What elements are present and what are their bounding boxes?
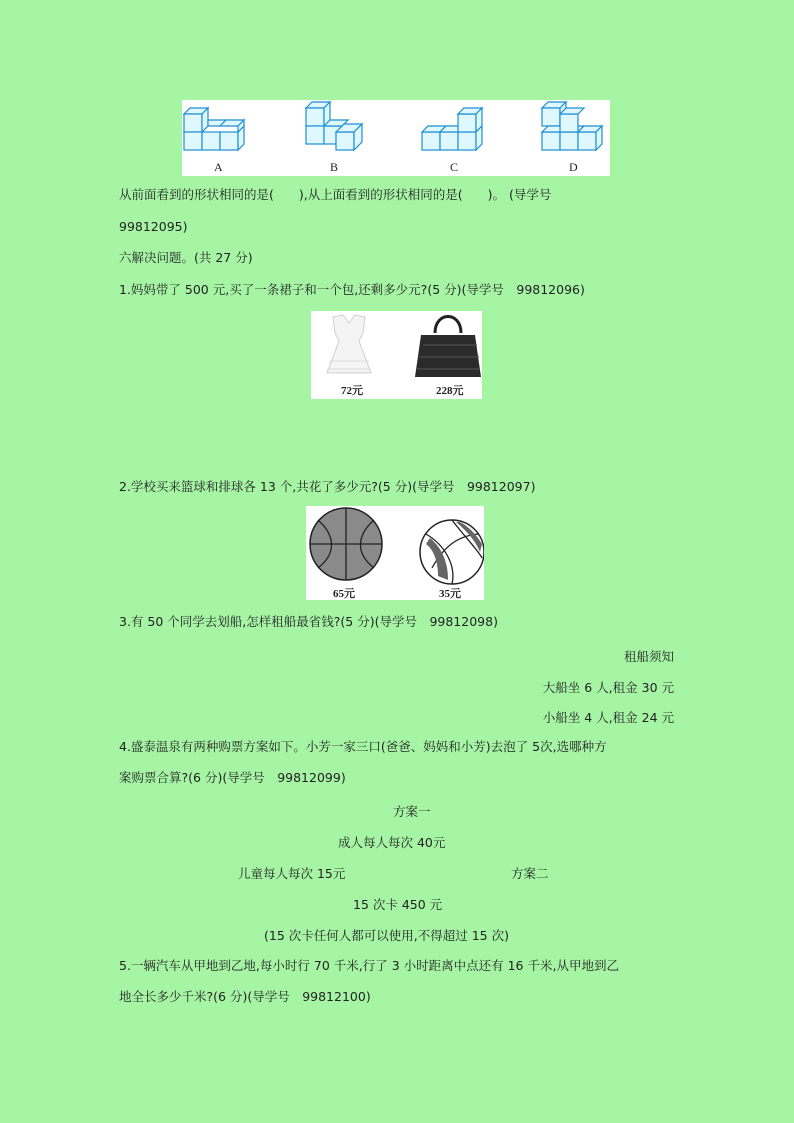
- volleyball-icon: [420, 520, 484, 584]
- question-3: 3.有 50 个同学去划船,怎样租船最省钱?(5 分)(导学号 99812098): [119, 614, 498, 629]
- shape-question: 从前面看到的形状相同的是( ),从上面看到的形状相同的是( )。 (导学号: [119, 187, 552, 202]
- plan-two-title: 方案二: [511, 866, 549, 881]
- cube-group-c: [422, 108, 482, 150]
- plan-two-card: 15 次卡 450 元: [353, 897, 443, 912]
- cube-group-b: [306, 102, 362, 150]
- handbag-icon: [415, 317, 481, 378]
- dress-bag-figure: [311, 311, 482, 399]
- volleyball-price: 35元: [439, 588, 461, 600]
- plan-two-note: (15 次卡任何人都可以使用,不得超过 15 次): [264, 928, 509, 943]
- cube-label-a: A: [214, 160, 223, 174]
- bag-price: 228元: [436, 385, 464, 397]
- plan-one-child: 儿童每人每次 15元: [238, 866, 346, 881]
- dress-icon: [327, 315, 371, 373]
- balls-figure: [306, 506, 484, 600]
- shape-question-number: 99812095): [119, 219, 188, 234]
- dress-price: 72元: [341, 385, 363, 397]
- section-heading: 六解决问题。(共 27 分): [119, 250, 253, 265]
- basketball-icon: [310, 508, 382, 580]
- cube-label-b: B: [330, 160, 339, 174]
- plan-one-title: 方案一: [393, 804, 431, 819]
- boat-small: 小船坐 4 人,租金 24 元: [542, 710, 674, 725]
- cube-label-c: C: [450, 160, 459, 174]
- boat-notice-title: 租船须知: [623, 649, 674, 664]
- question-4-line1: 4.盛泰温泉有两种购票方案如下。小芳一家三口(爸爸、妈妈和小芳)去泡了 5次,选哪种方: [119, 739, 607, 754]
- cube-group-d: [542, 102, 602, 150]
- cube-label-d: D: [569, 160, 578, 174]
- question-4-line2: 案购票合算?(6 分)(导学号 99812099): [119, 770, 346, 785]
- plan-one-adult: 成人每人每次 40元: [338, 835, 446, 850]
- question-5-line1: 5.一辆汽车从甲地到乙地,每小时行 70 千米,行了 3 小时距离中点还有 16 千米,从甲地到乙: [119, 958, 619, 973]
- question-2: 2.学校买来篮球和排球各 13 个,共花了多少元?(5 分)(导学号 99812097): [119, 479, 536, 494]
- cube-group-a: [184, 108, 244, 150]
- question-1: 1.妈妈带了 500 元,买了一条裙子和一个包,还剩多少元?(5 分)(导学号 99812096): [119, 282, 585, 297]
- basketball-price: 65元: [333, 588, 355, 600]
- cube-figures: [182, 100, 610, 176]
- cube-drawings: [182, 100, 610, 176]
- question-5-line2: 地全长多少千米?(6 分)(导学号 99812100): [119, 989, 371, 1004]
- boat-big: 大船坐 6 人,租金 30 元: [542, 680, 674, 695]
